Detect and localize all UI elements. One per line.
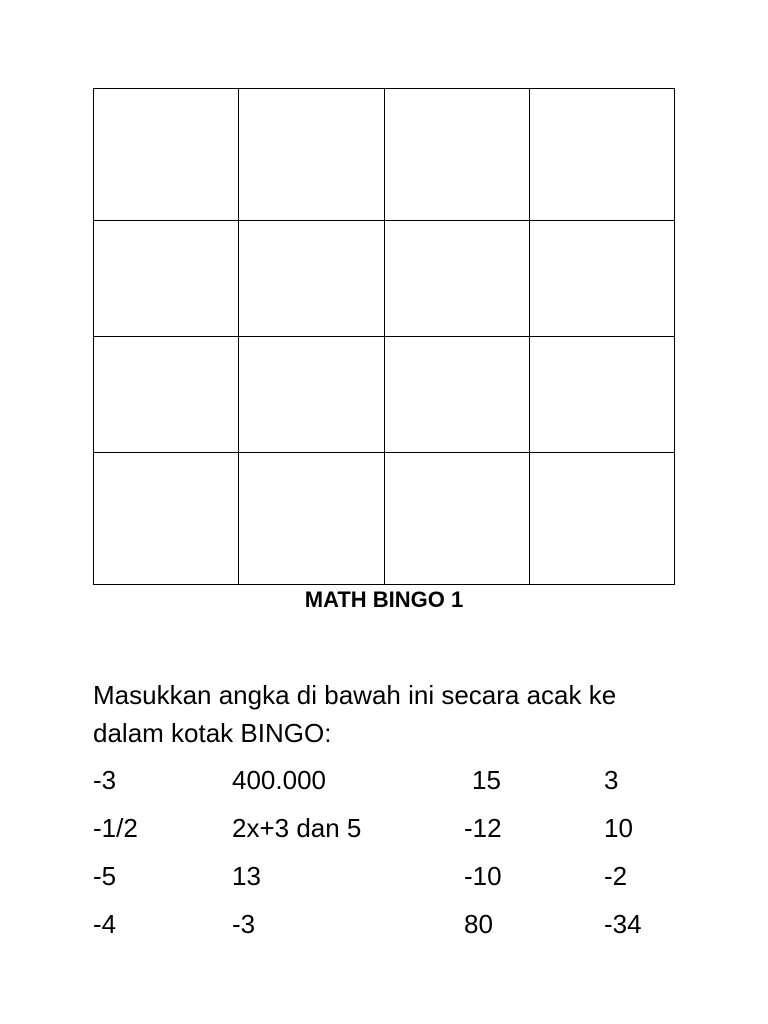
number-item: -1/2 <box>93 813 138 843</box>
number-item: 80 <box>464 909 493 939</box>
bingo-cell <box>94 89 239 221</box>
number-item: 10 <box>604 813 633 843</box>
bingo-cell <box>529 221 674 337</box>
bingo-cell <box>384 337 529 453</box>
bingo-grid <box>93 88 675 585</box>
number-item: -10 <box>464 861 502 891</box>
bingo-row <box>94 453 675 585</box>
bingo-cell <box>384 221 529 337</box>
bingo-cell <box>239 89 384 221</box>
bingo-row <box>94 221 675 337</box>
bingo-cell <box>529 89 674 221</box>
number-item: 400.000 <box>232 765 326 795</box>
bingo-cell <box>239 453 384 585</box>
number-item: -34 <box>604 909 642 939</box>
bingo-row <box>94 89 675 221</box>
number-item: -5 <box>93 861 117 891</box>
bingo-cell <box>384 89 529 221</box>
bingo-cell <box>384 453 529 585</box>
number-item: -3 <box>93 765 117 795</box>
number-item: 3 <box>604 765 619 795</box>
bingo-cell <box>239 221 384 337</box>
bingo-cell <box>94 453 239 585</box>
bingo-cell <box>94 337 239 453</box>
number-row <box>93 905 713 953</box>
number-item: -12 <box>464 813 502 843</box>
number-row <box>93 809 713 857</box>
bingo-cell <box>529 337 674 453</box>
number-row <box>93 761 713 809</box>
instruction-text: Masukkan angka di bawah ini secara acak ke dalam kotak BINGO: <box>93 680 617 748</box>
number-item: 13 <box>232 861 261 891</box>
number-item: -2 <box>604 861 628 891</box>
number-list <box>93 761 713 953</box>
bingo-row <box>94 337 675 453</box>
number-row <box>93 857 713 905</box>
number-item: -4 <box>93 909 117 939</box>
bingo-cell <box>529 453 674 585</box>
number-item: -3 <box>232 909 256 939</box>
number-item: 15 <box>472 765 501 795</box>
bingo-cell <box>94 221 239 337</box>
number-item: 2x+3 dan 5 <box>232 813 362 843</box>
bingo-title: MATH BINGO 1 <box>304 587 464 612</box>
bingo-cell <box>239 337 384 453</box>
